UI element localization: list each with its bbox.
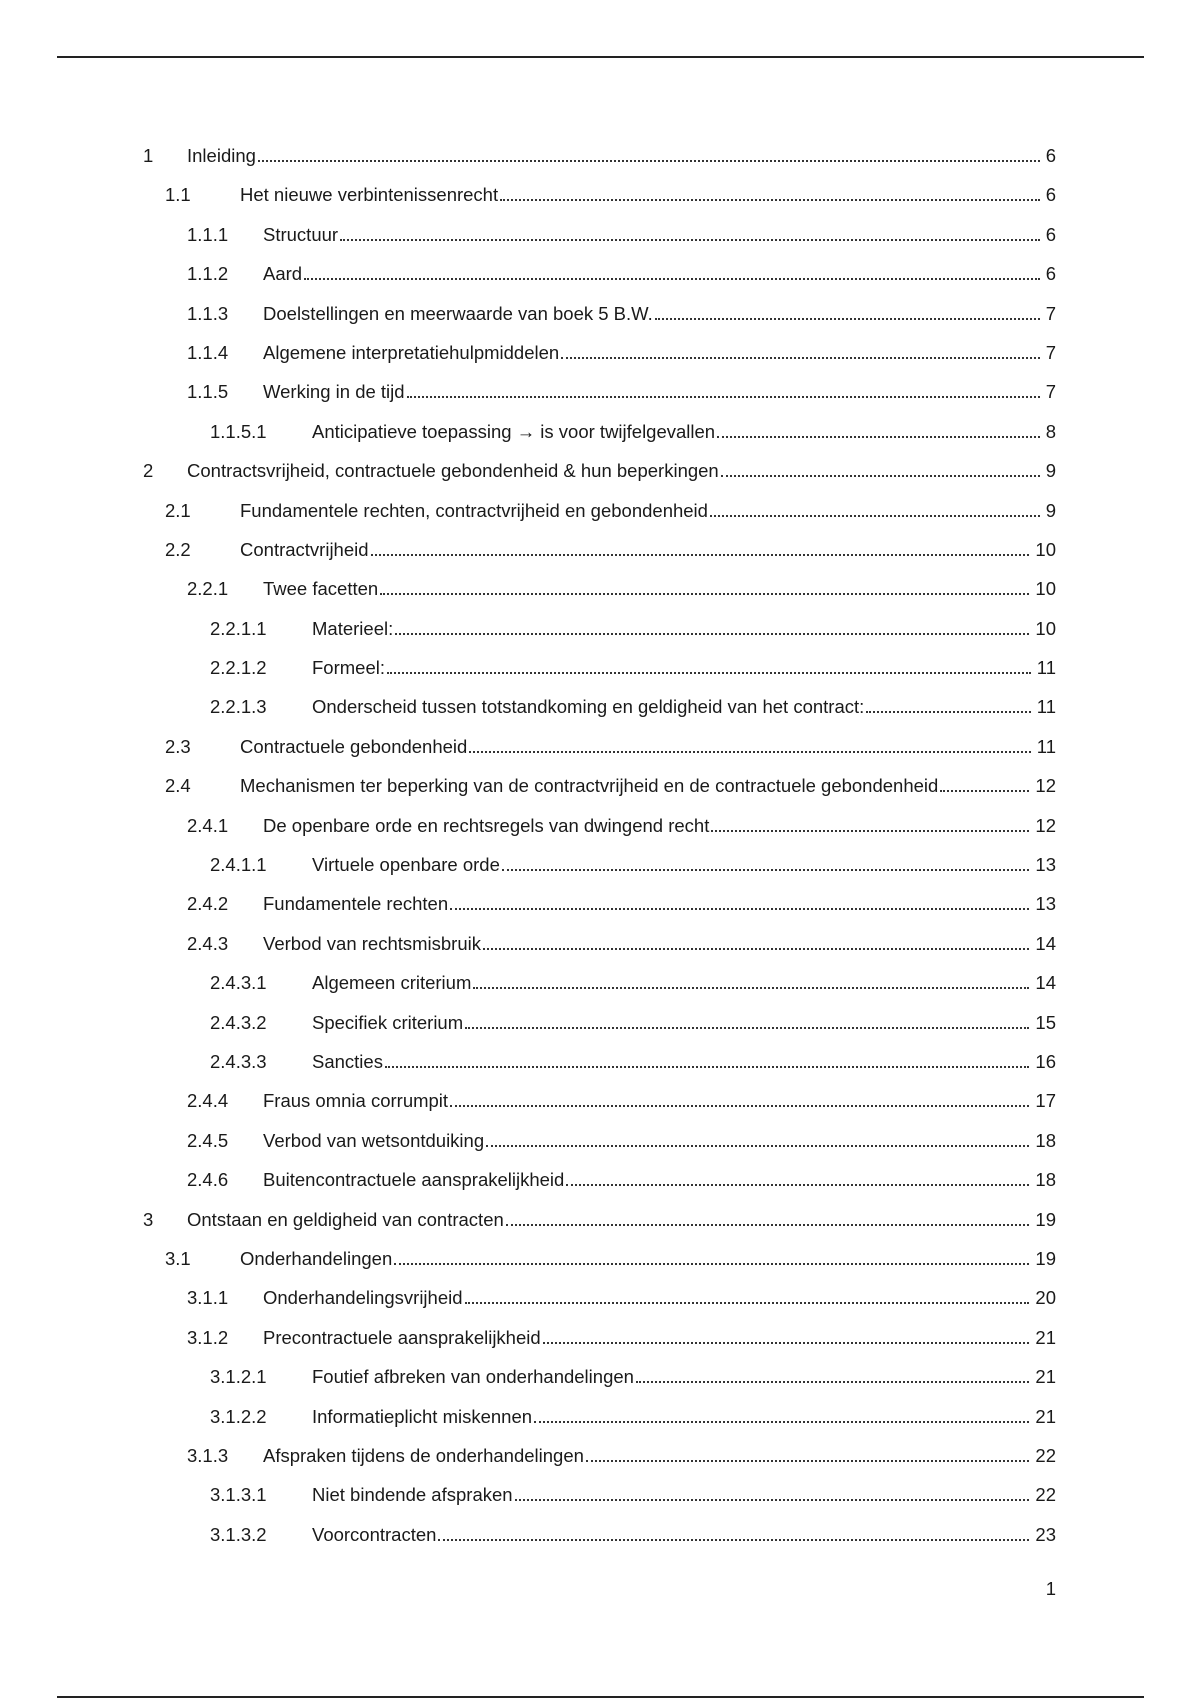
toc-entry-page: 11 [1036, 657, 1056, 679]
toc-entry-title: Materieel: [312, 617, 394, 639]
toc-entry[interactable] [0, 1362, 1200, 1401]
toc-entry-number: 2 [143, 460, 154, 482]
toc-entry-title: Sancties [312, 1050, 383, 1072]
toc-entry[interactable] [0, 732, 1200, 771]
page-number: 1 [1045, 1578, 1056, 1599]
toc-entry-line [187, 1209, 1056, 1231]
toc-entry[interactable] [0, 771, 1200, 810]
toc-entry-number: 3.1.2.2 [210, 1405, 267, 1427]
toc-entry-title: Ontstaan en geldigheid van contracten [187, 1208, 504, 1230]
toc-entry-title: Contractvrijheid [240, 538, 369, 560]
toc-entry-number: 2.2.1 [187, 578, 229, 600]
toc-entry-number: 2.2.1.2 [210, 657, 267, 679]
toc-entry-page: 22 [1035, 1484, 1056, 1506]
toc-entry-page: 21 [1035, 1326, 1056, 1348]
toc-entry-line [312, 1051, 1056, 1073]
dot-leader [561, 357, 1040, 359]
toc-entry-line [312, 1484, 1056, 1506]
toc-entry-line [312, 1524, 1056, 1546]
toc-entry-number: 2.4.3.3 [210, 1050, 267, 1072]
toc-entry-title: Onderscheid tussen totstandkoming en geldigheid van het contract: [312, 696, 865, 718]
toc-entry-number: 2.4.1 [187, 814, 229, 836]
toc-entry[interactable] [0, 692, 1200, 731]
dot-leader [385, 1066, 1029, 1068]
dot-leader [258, 160, 1040, 162]
dot-leader [636, 1381, 1029, 1383]
toc-entry[interactable] [0, 417, 1200, 456]
toc-entry-line [312, 1406, 1056, 1428]
toc-entry-line [263, 815, 1056, 837]
dot-leader [717, 436, 1040, 438]
toc-entry-title: Foutief afbreken van onderhandelingen [312, 1366, 634, 1388]
toc-entry[interactable] [0, 1086, 1200, 1125]
toc-entry-line [240, 736, 1056, 758]
toc-entry[interactable] [0, 811, 1200, 850]
toc-entry-number: 2.4.3.1 [210, 972, 267, 994]
dot-leader [711, 830, 1029, 832]
toc-entry-page: 7 [1045, 302, 1056, 324]
toc-entry-number: 2.4.3.2 [210, 1011, 267, 1033]
toc-entry-line [263, 933, 1056, 955]
toc-entry-number: 3.1.3.1 [210, 1484, 267, 1506]
toc-entry-page: 6 [1045, 145, 1056, 166]
toc-entry-line [263, 1090, 1056, 1112]
toc-entry-page: 18 [1035, 1169, 1056, 1191]
toc-entry-number: 1.1 [165, 184, 191, 206]
toc-entry-number: 3.1.2.1 [210, 1366, 267, 1388]
toc-entry-page: 15 [1035, 1011, 1056, 1033]
header-rule [57, 56, 1144, 58]
toc-entry[interactable] [0, 968, 1200, 1007]
toc-entry[interactable] [0, 299, 1200, 338]
toc-entry[interactable] [0, 1205, 1200, 1244]
toc-entry[interactable] [0, 180, 1200, 219]
toc-entry-line [263, 1445, 1056, 1467]
toc-entry-title: Onderhandelingen [240, 1247, 393, 1269]
toc-entry[interactable] [0, 1165, 1200, 1204]
toc-entry-number: 1.1.5 [187, 381, 229, 403]
dot-leader [304, 278, 1040, 280]
toc-entry-number: 2.1 [165, 499, 191, 521]
toc-entry-line [263, 1169, 1056, 1191]
toc-entry-page: 19 [1035, 1208, 1056, 1230]
dot-leader [450, 908, 1029, 910]
toc-entry-title: Algemeen criterium [312, 972, 472, 994]
toc-entry[interactable] [0, 1441, 1200, 1480]
toc-entry-page: 10 [1035, 578, 1056, 600]
toc-entry-title: Mechanismen ter beperking van de contractvrijheid en de contractuele gebondenheid [240, 775, 939, 797]
toc-entry-number: 3.1.3 [187, 1444, 229, 1466]
toc-entry[interactable] [0, 1244, 1200, 1283]
toc-entry-line [312, 696, 1056, 718]
dot-leader [438, 1539, 1029, 1541]
toc-entry-title: Informatieplicht miskennen [312, 1405, 533, 1427]
toc-entry-number: 1.1.3 [187, 302, 229, 324]
toc-entry-line [240, 539, 1056, 561]
toc-entry-line [312, 1366, 1056, 1388]
toc-entry-page: 12 [1035, 775, 1056, 797]
dot-leader [465, 1302, 1030, 1304]
toc-entry[interactable] [0, 141, 1200, 180]
toc-entry-title: Structuur [263, 223, 339, 245]
toc-entry-page: 7 [1045, 341, 1056, 363]
toc-entry-line [312, 854, 1056, 876]
toc-entry-title: Afspraken tijdens de onderhandelingen [263, 1444, 584, 1466]
dot-leader [500, 199, 1040, 201]
dot-leader [380, 593, 1029, 595]
toc-entry-line [312, 972, 1056, 994]
toc-entry-title: Fundamentele rechten, contractvrijheid en gebondenheid [240, 499, 708, 521]
footer-rule [57, 1696, 1144, 1698]
toc-entry-line [263, 578, 1056, 600]
toc-entry-title: Onderhandelingsvrijheid [263, 1287, 463, 1309]
toc-entry-number: 3.1 [165, 1247, 191, 1269]
toc-entry[interactable] [0, 1323, 1200, 1362]
dot-leader [473, 987, 1029, 989]
toc-entry-line [263, 342, 1056, 364]
toc-entry-title: Contractuele gebondenheid [240, 735, 468, 757]
toc-entry-line [240, 500, 1056, 522]
toc-entry-page: 9 [1045, 499, 1056, 521]
toc-entry[interactable] [0, 574, 1200, 613]
dot-leader [395, 633, 1029, 635]
dot-leader [502, 869, 1030, 871]
toc-entry-line [312, 1012, 1056, 1034]
toc-entry-line [240, 1248, 1056, 1270]
toc-entry-title: Voorcontracten [312, 1523, 437, 1545]
toc-entry-page: 21 [1035, 1366, 1056, 1388]
toc-entry[interactable] [0, 220, 1200, 259]
toc-entry-title: Verbod van rechtsmisbruik [263, 932, 481, 954]
toc-entry-number: 1.1.1 [187, 223, 229, 245]
toc-entry-number: 2.2 [165, 538, 191, 560]
toc-entry-line [263, 303, 1056, 325]
toc-entry-page: 17 [1035, 1090, 1056, 1112]
toc-entry-number: 1.1.5.1 [210, 420, 267, 442]
toc-entry[interactable] [0, 1283, 1200, 1322]
dot-leader [465, 1027, 1029, 1029]
toc-entry[interactable] [0, 1126, 1200, 1165]
toc-entry-page: 13 [1035, 854, 1056, 876]
toc-entry-title: Buitencontractuele aansprakelijkheid [263, 1169, 565, 1191]
toc-entry-line [263, 1327, 1056, 1349]
toc-entry-number: 2.4.5 [187, 1129, 229, 1151]
toc-entry-title: Verbod van wetsontduiking [263, 1129, 485, 1151]
dot-leader [866, 711, 1031, 713]
toc-entry-page: 16 [1035, 1050, 1056, 1072]
table-of-contents [0, 141, 1200, 1559]
toc-entry[interactable] [0, 1008, 1200, 1047]
toc-entry-page: 14 [1035, 932, 1056, 954]
dot-leader [371, 554, 1030, 556]
toc-entry[interactable] [0, 338, 1200, 377]
toc-entry-line [312, 657, 1056, 679]
toc-entry-title: Aard [263, 263, 303, 285]
toc-entry-number: 2.4.1.1 [210, 854, 267, 876]
toc-entry-title: Inleiding [187, 145, 256, 166]
dot-leader [534, 1421, 1029, 1423]
toc-entry-number: 2.4.3 [187, 932, 229, 954]
toc-entry-page: 11 [1036, 696, 1056, 718]
toc-entry-number: 2.4.6 [187, 1169, 229, 1191]
toc-entry-number: 3.1.3.2 [210, 1523, 267, 1545]
toc-entry-title: Fundamentele rechten [263, 893, 449, 915]
toc-entry-title: Twee facetten [263, 578, 379, 600]
toc-entry-line [263, 1130, 1056, 1152]
toc-entry-line [263, 381, 1056, 403]
dot-leader [515, 1499, 1030, 1501]
toc-entry-title: Het nieuwe verbintenissenrecht [240, 184, 499, 206]
toc-entry-number: 3 [143, 1208, 154, 1230]
toc-entry-page: 22 [1035, 1444, 1056, 1466]
toc-entry[interactable] [0, 889, 1200, 928]
dot-leader [469, 751, 1030, 753]
dot-leader [721, 475, 1040, 477]
toc-entry-page: 10 [1035, 538, 1056, 560]
toc-entry-page: 20 [1035, 1287, 1056, 1309]
dot-leader [586, 1460, 1030, 1462]
toc-entry-number: 2.2.1.1 [210, 617, 267, 639]
toc-entry-page: 6 [1045, 223, 1056, 245]
toc-entry[interactable] [0, 1402, 1200, 1441]
toc-entry-title: Formeel: [312, 657, 385, 679]
toc-entry-title: Fraus omnia corrumpit [263, 1090, 449, 1112]
toc-entry-number: 1.1.2 [187, 263, 229, 285]
dot-leader [710, 515, 1040, 517]
toc-entry-title: Niet bindende afspraken [312, 1484, 513, 1506]
toc-entry-page: 10 [1035, 617, 1056, 639]
toc-entry-line [187, 145, 1056, 167]
toc-entry-number: 2.3 [165, 735, 191, 757]
toc-entry-line [312, 421, 1056, 443]
dot-leader [655, 318, 1040, 320]
dot-leader [387, 672, 1031, 674]
toc-entry-line [263, 263, 1056, 285]
toc-entry[interactable] [0, 1047, 1200, 1086]
toc-entry-title: Precontractuele aansprakelijkheid [263, 1326, 541, 1348]
toc-entry[interactable] [0, 259, 1200, 298]
dot-leader [486, 1145, 1029, 1147]
toc-entry-line [187, 460, 1056, 482]
toc-entry-line [263, 893, 1056, 915]
toc-entry[interactable] [0, 535, 1200, 574]
dot-leader [940, 790, 1029, 792]
toc-entry-line [240, 775, 1056, 797]
dot-leader [394, 1263, 1029, 1265]
toc-entry-number: 2.4 [165, 775, 191, 797]
toc-entry-number: 1.1.4 [187, 341, 229, 363]
toc-entry-number: 2.4.4 [187, 1090, 229, 1112]
toc-entry[interactable] [0, 614, 1200, 653]
toc-entry[interactable] [0, 653, 1200, 692]
dot-leader [543, 1342, 1030, 1344]
dot-leader [450, 1105, 1029, 1107]
toc-entry-title: Algemene interpretatiehulpmiddelen [263, 341, 560, 363]
dot-leader [407, 396, 1040, 398]
toc-entry-title: Anticipatieve toepassing → is voor twijfelgevallen [312, 420, 716, 442]
toc-entry-title: De openbare orde en rechtsregels van dwingend recht [263, 814, 710, 836]
toc-entry[interactable] [0, 496, 1200, 535]
toc-entry-number: 2.4.2 [187, 893, 229, 915]
dot-leader [566, 1184, 1029, 1186]
toc-entry-number: 3.1.2 [187, 1326, 229, 1348]
toc-entry-page: 21 [1035, 1405, 1056, 1427]
toc-entry[interactable] [0, 377, 1200, 416]
toc-entry-page: 23 [1035, 1523, 1056, 1545]
toc-entry-number: 1 [143, 145, 154, 166]
toc-entry-page: 7 [1045, 381, 1056, 403]
toc-entry-page: 6 [1045, 184, 1056, 206]
toc-entry-line [312, 618, 1056, 640]
toc-entry-title: Virtuele openbare orde [312, 854, 500, 876]
toc-entry[interactable] [0, 929, 1200, 968]
toc-entry[interactable] [0, 1520, 1200, 1559]
toc-entry-title: Werking in de tijd [263, 381, 405, 403]
toc-entry-line [263, 1287, 1056, 1309]
toc-entry-page: 11 [1036, 735, 1056, 757]
toc-entry[interactable] [0, 850, 1200, 889]
dot-leader [483, 948, 1029, 950]
dot-leader [506, 1224, 1030, 1226]
toc-entry-page: 18 [1035, 1129, 1056, 1151]
toc-entry-page: 6 [1045, 263, 1056, 285]
dot-leader [340, 239, 1040, 241]
toc-entry-line [263, 224, 1056, 246]
toc-entry-page: 8 [1045, 420, 1056, 442]
toc-entry-number: 3.1.1 [187, 1287, 229, 1309]
toc-entry-page: 13 [1035, 893, 1056, 915]
toc-entry-title: Specifiek criterium [312, 1011, 464, 1033]
toc-entry-page: 14 [1035, 972, 1056, 994]
toc-entry-title: Doelstellingen en meerwaarde van boek 5 B.W. [263, 302, 653, 324]
toc-entry-number: 2.2.1.3 [210, 696, 267, 718]
toc-entry-title: Contractsvrijheid, contractuele gebondenheid & hun beperkingen [187, 460, 719, 482]
toc-entry-page: 19 [1035, 1247, 1056, 1269]
toc-entry[interactable] [0, 1480, 1200, 1519]
toc-entry-page: 12 [1035, 814, 1056, 836]
toc-entry-page: 9 [1045, 460, 1056, 482]
toc-entry-line [240, 184, 1056, 206]
toc-entry[interactable] [0, 456, 1200, 495]
